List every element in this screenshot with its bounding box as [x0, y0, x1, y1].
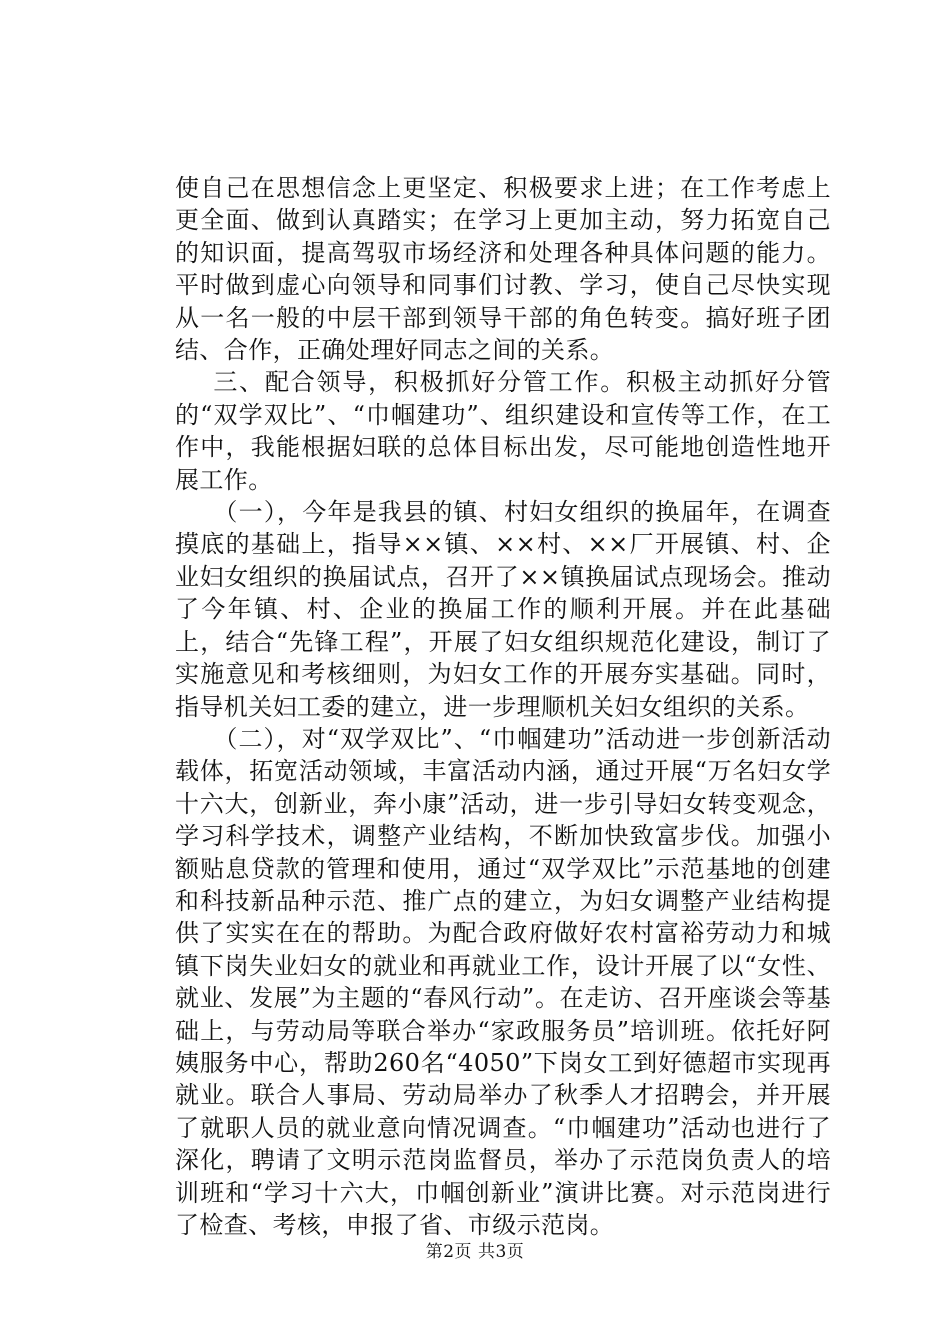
document-body: [175, 172, 831, 1241]
paragraph-item-one: （一），今年是我县的镇、村妇女组织的换届年，在调查摸底的基础上，指导××镇、××村、××厂开展镇、村、企业妇女组织的换届试点，召开了××镇换届试点现场会。推动了今年镇、村、企业的换届工作的顺利开展。并在此基础上，结合“先锋工程”，开展了妇女组织规范化建设，制订了实施意见和考核细则，为妇女工作的开展夯实基础。同时，指导机关妇工委的建立，进一步理顺机关妇女组织的关系。: [175, 498, 831, 721]
page-number-footer: 第2页 共3页: [425, 1242, 525, 1262]
paragraph-section-three: 三、配合领导，积极抓好分管工作。积极主动抓好分管的“双学双比”、“巾帼建功”、组织建设和宣传等工作，在工作中，我能根据妇联的总体目标出发，尽可能地创造性地开展工作。: [175, 368, 831, 494]
paragraph-continuation: 使自己在思想信念上更坚定、积极要求上进；在工作考虑上更全面、做到认真踏实；在学习上更加主动，努力拓宽自己的知识面，提高驾驭市场经济和处理各种具体问题的能力。平时做到虚心向领导和同事们讨教、学习，使自己尽快实现从一名一般的中层干部到领导干部的角色转变。搞好班子团结、合作，正确处理好同志之间的关系。: [175, 174, 831, 365]
paragraph-item-two: （二），对“双学双比”、“巾帼建功”活动进一步创新活动载体，拓宽活动领域，丰富活动内涵，通过开展“万名妇女学十六大，创新业，奔小康”活动，进一步引导妇女转变观念，学习科学技术，调整产业结构，不断加快致富步伐。加强小额贴息贷款的管理和使用，通过“双学双比”示范基地的创建和科技新品种示范、推广点的建立，为妇女调整产业结构提供了实实在在的帮助。为配合政府做好农村富裕劳动力和城镇下岗失业妇女的就业和再就业工作，设计开展了以“女性、就业、发展”为主题的“春风行动”。在走访、召开座谈会等基础上，与劳动局等联合举办“家政服务员”培训班。依托好阿姨服务中心，帮助260名“4050”下岗女工到好德超市实现再就业。联合人事局、劳动局举办了秋季人才招聘会，并开展了就职人员的就业意向情况调查。“巾帼建功”活动也进行了深化，聘请了文明示范岗监督员，举办了示范岗负责人的培训班和“学习十六大，巾帼创新业”演讲比赛。对示范岗进行了检查、考核，申报了省、市级示范岗。: [175, 724, 831, 1239]
